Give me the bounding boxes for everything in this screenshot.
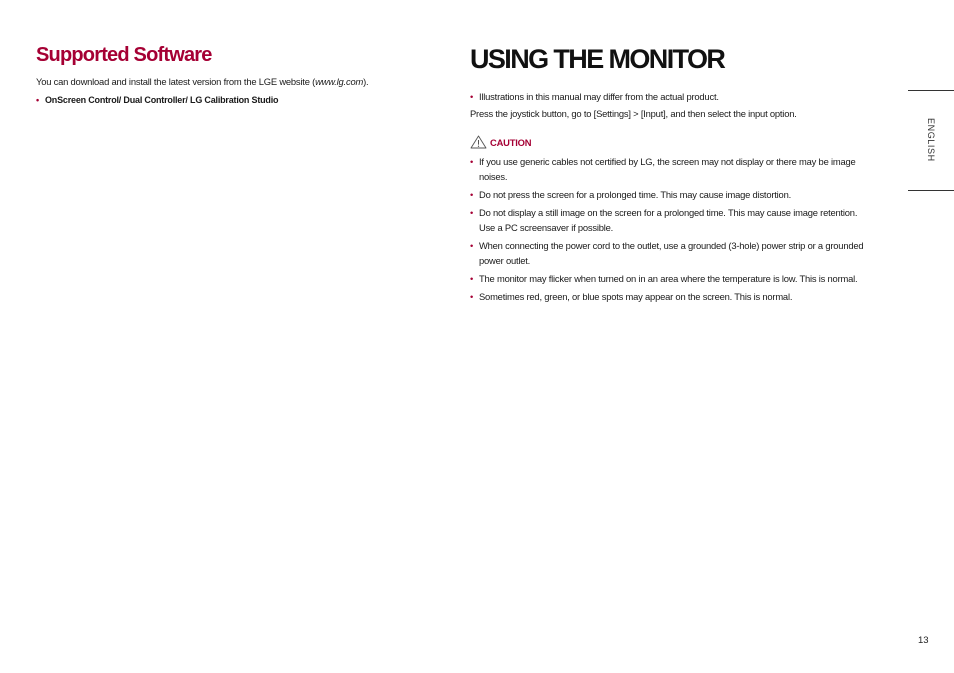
website-link[interactable]: www.lg.com: [315, 76, 364, 87]
caution-item-text: When connecting the power cord to the outlet, use a grounded (3-hole) power strip or a grounded power outlet.: [479, 240, 864, 266]
tab-divider-top: [908, 90, 954, 91]
tab-divider-bottom: [908, 190, 954, 191]
bullet-icon: •: [470, 91, 474, 102]
language-tab: [908, 90, 954, 191]
caution-item-text: If you use generic cables not certified by LG, the screen may not display or there may be image noises.: [479, 156, 856, 182]
caution-item-text: Do not press the screen for a prolonged time. This may cause image distortion.: [479, 189, 791, 200]
caution-label: CAUTION: [490, 136, 532, 148]
warning-triangle-icon: [470, 135, 487, 149]
illustration-note-text: Illustrations in this manual may differ from the actual product.: [479, 91, 719, 102]
bullet-icon: •: [470, 291, 474, 302]
supported-software-section: [36, 44, 436, 108]
list-item: [470, 205, 875, 235]
bullet-icon: •: [470, 273, 474, 284]
caution-list: [470, 154, 875, 304]
page-title: USING THE MONITOR: [470, 44, 725, 74]
language-label: ENGLISH: [926, 118, 936, 162]
list-item: [470, 238, 875, 268]
using-monitor-section: [470, 44, 875, 307]
software-list-item: [36, 93, 436, 108]
download-text-after: ).: [363, 76, 369, 87]
input-instruction: Press the joystick button, go to [Settings] > [Input], and then select the input option.: [470, 108, 797, 119]
page-number: 13: [918, 635, 929, 646]
supported-software-heading: Supported Software: [36, 44, 212, 66]
caution-header: [470, 135, 875, 149]
list-item: [470, 154, 875, 184]
download-text-before: You can download and install the latest version from the LGE website (: [36, 76, 316, 87]
caution-item-text: Do not display a still image on the screen for a prolonged time. This may cause image retention. Use a PC screensaver if possible.: [479, 207, 858, 233]
caution-item-text: The monitor may flicker when turned on in an area where the temperature is low. This is normal.: [479, 273, 858, 284]
bullet-icon: •: [36, 95, 39, 105]
list-item: [470, 289, 875, 304]
bullet-icon: •: [470, 240, 474, 251]
download-paragraph: [36, 75, 436, 89]
list-item: [470, 271, 875, 286]
bullet-icon: •: [470, 189, 474, 200]
software-item-text: OnScreen Control/ Dual Controller/ LG Calibration Studio: [45, 95, 279, 105]
caution-item-text: Sometimes red, green, or blue spots may appear on the screen. This is normal.: [479, 291, 793, 302]
bullet-icon: •: [470, 156, 474, 167]
illustration-note: [470, 89, 875, 104]
bullet-icon: •: [470, 207, 474, 218]
list-item: [470, 187, 875, 202]
